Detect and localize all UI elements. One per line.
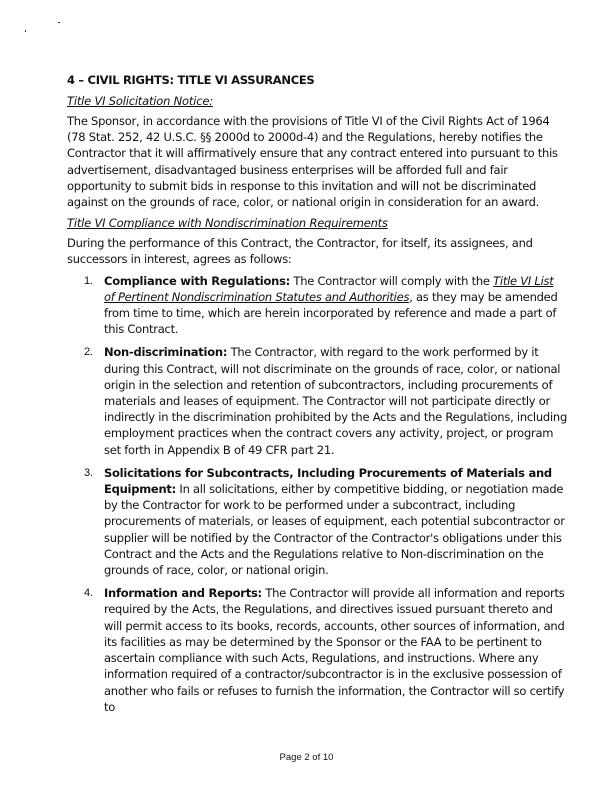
item-label: Solicitations for Subcontracts, Including Procurements of Materials and Equipment: xyxy=(104,465,552,497)
scan-speck xyxy=(25,30,26,32)
list-item xyxy=(67,344,567,457)
item-number: 4. xyxy=(84,587,93,600)
compliance-intro: During the performance of this Contract, the Contractor, for itself, its assignees, and successors in interest, agrees as follows: xyxy=(67,236,533,267)
item-text: , as they may be amended from time to time, which are herein incorporated by reference and made a part of this Contract. xyxy=(104,289,558,337)
item-label: Non-discrimination: xyxy=(104,345,228,360)
item-number: 2. xyxy=(84,346,93,359)
item-label: Information and Reports: xyxy=(104,586,262,601)
item-text: The Contractor will comply with the xyxy=(293,273,490,288)
page-number: Page 2 of 10 xyxy=(279,752,334,763)
list-item xyxy=(67,465,567,578)
document-page xyxy=(67,72,567,722)
item-text: The Contractor will provide all information and reports required by the Acts, the Regulations, and directives issued pursuant thereto and will permit access to its books, records, accounts, other sources of information, and its facilities as may be determined by the Sponsor or the FAA to be pertinent to ascertain compliance with such Acts, Regulations, and instructions. Where any information required of a contractor/subcontractor is in the exclusive possession of another who fails or refuses to furnish the information, the Contractor will so certify to xyxy=(104,586,565,714)
solicitation-notice-text: The Sponsor, in accordance with the provisions of Title VI of the Civil Rights Act of 1964 (78 Stat. 252, 42 U.S.C. §§ 2000d to 2000d-4) and the Regulations, hereby notifies the Contractor that it will affirmatively ensure that any contract entered into pursuant to this advertisement, disadvantaged business enterprises will be afforded full and fair opportunity to submit bids in response to this invitation and will not be discriminated against on the grounds of race, color, or national origin in consideration for an award. xyxy=(67,114,558,210)
item-text: The Contractor, with regard to the work performed by it during this Contract, will not discriminate on the grounds of race, color, or national origin in the selection and retention of subcontractors, including procurements of materials and leases of equipment. The Contractor will not participate directly or indirectly in the discrimination prohibited by the Acts and the Regulations, including employment practices when the contract covers any activity, project, or program set forth in Appendix B of 49 CFR part 21. xyxy=(104,345,567,457)
list-item xyxy=(67,273,567,338)
authorities-reference: Title VI List of Pertinent Nondiscrimination Statutes and Authorities xyxy=(104,273,554,304)
item-text: In all solicitations, either by competitive bidding, or negotiation made by the Contractor for work to be performed under a subcontract, including procurements of materials, or leases of equipment, each potential subcontractor or supplier will be notified by the Contractor of the Contractor's obligations under this Contract and the Acts and the Regulations relative to Non-discrimination on the grounds of race, color, or national origin. xyxy=(104,482,565,578)
section-heading: 4 – CIVIL RIGHTS: TITLE VI ASSURANCES xyxy=(67,73,315,87)
requirements-list xyxy=(67,273,567,715)
item-number: 3. xyxy=(84,466,93,479)
compliance-title: Title VI Compliance with Nondiscrimination Requirements xyxy=(67,216,388,231)
item-label: Compliance with Regulations: xyxy=(104,273,291,288)
scan-speck xyxy=(58,22,60,23)
item-number: 1. xyxy=(84,274,93,287)
solicitation-notice-title: Title VI Solicitation Notice: xyxy=(67,94,213,108)
list-item xyxy=(67,585,567,715)
